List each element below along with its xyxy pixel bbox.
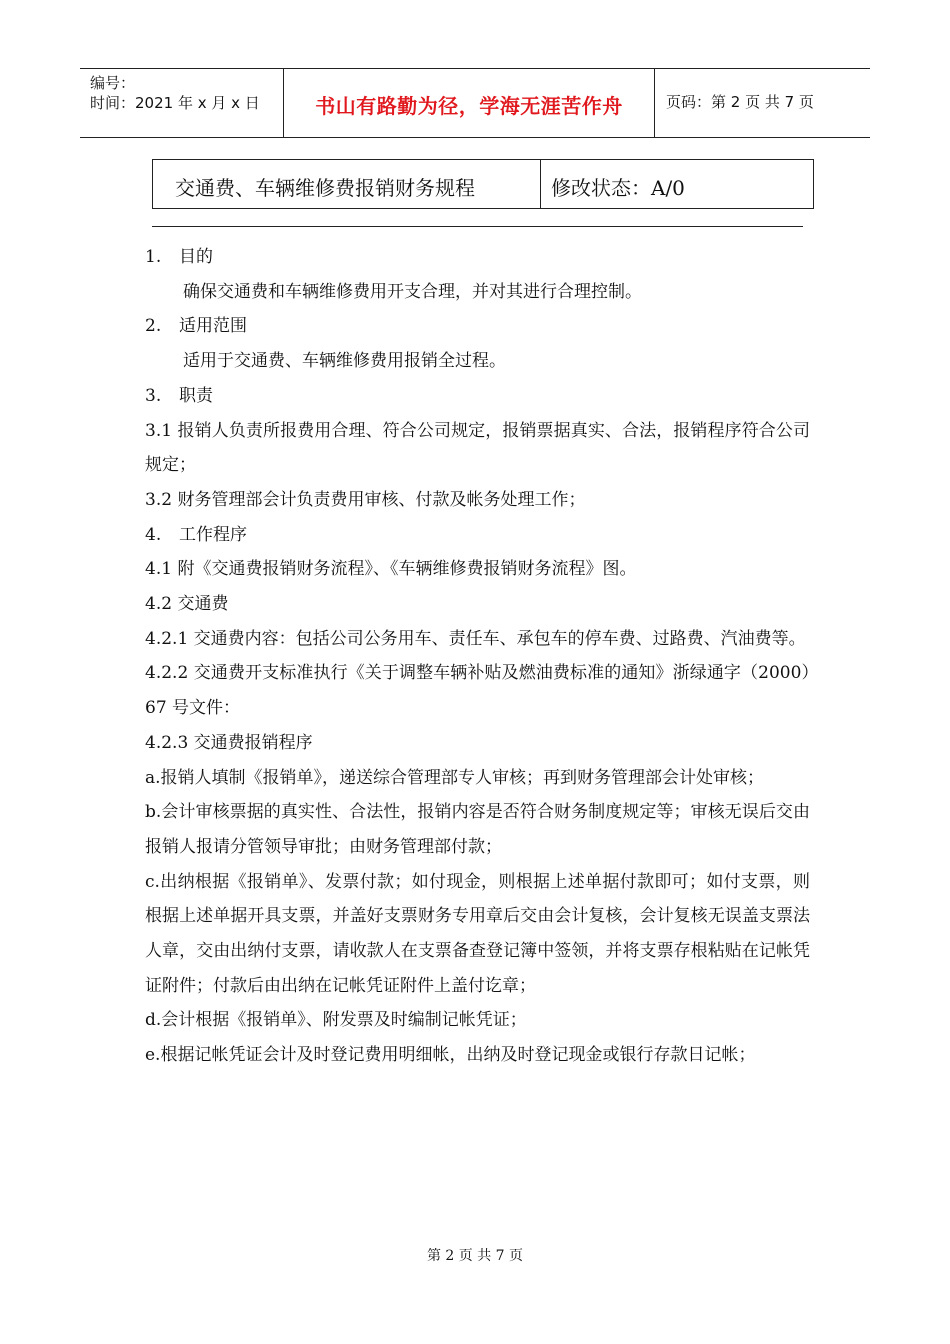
section-heading (145, 518, 810, 553)
document-title-box (152, 159, 814, 209)
title-divider (540, 160, 541, 208)
section-text: 适用于交通费、车辆维修费用报销全过程。 (183, 351, 506, 372)
clause-4-2-1: 4.2.1 交通费内容：包括公司公务用车、责任车、承包车的停车费、过路费、汽油费等。 (145, 628, 806, 649)
date-line: 时间：2021 年 x 月 x 日 (90, 94, 260, 112)
clause-4-2-2: 4.2.2 交通费开支标准执行《关于调整车辆补贴及燃油费标准的通知》浙绿通字（2000）67 号文件： (145, 663, 810, 719)
procedure-item-a: a.报销人填制《报销单》，递送综合管理部专人审核；再到财务管理部会计处审核； (145, 767, 765, 788)
section-number: 3. (145, 385, 162, 406)
clause-4-2-3: 4.2.3 交通费报销程序 (145, 732, 313, 753)
clause-3-1: 3.1 报销人负责所报费用合理、符合公司规定，报销票据真实、合法，报销程序符合公司规定； (145, 420, 810, 476)
section-title: 适用范围 (179, 316, 247, 337)
section-text: 确保交通费和车辆维修费用开支合理，并对其进行合理控制。 (183, 281, 642, 302)
header-page-info: 页码：第 2 页 共 7 页 (666, 93, 814, 111)
section-title: 职责 (179, 385, 213, 406)
title-rule (152, 226, 803, 227)
code-label: 编号： (90, 74, 136, 92)
page-footer: 第 2 页 共 7 页 (426, 1248, 524, 1264)
document-title: 交通费、车辆维修费报销财务规程 (175, 176, 475, 200)
header-motto: 书山有路勤为径，学海无涯苦作舟 (315, 94, 623, 118)
clause-3-2: 3.2 财务管理部会计负责费用审核、付款及帐务处理工作； (145, 489, 586, 510)
procedure-item-d: d.会计根据《报销单》、附发票及时编制记帐凭证； (145, 1010, 527, 1031)
section-number: 1. (145, 247, 162, 267)
revision-status: 修改状态：A/0 (551, 176, 685, 200)
procedure-item-c: c.出纳根据《报销单》、发票付款；如付现金，则根据上述单据付款即可；如付支票，则根据上述单据开具支票，并盖好支票财务专用章后交由会计复核，会计复核无误盖支票法人章，交由出纳付支票，请收款人在支票备查登记簿中签领，并将支票存根粘贴在记帐凭证附件；付款后由出纳在记帐凭证附件上盖付讫章； (145, 871, 810, 996)
clause-4-2: 4.2 交通费 (145, 594, 229, 615)
section-heading (145, 240, 810, 275)
document-body (145, 240, 810, 1073)
section-number: 2. (145, 316, 162, 337)
section-number: 4. (145, 524, 162, 545)
section-heading (145, 309, 810, 344)
section-title: 目的 (179, 247, 213, 267)
clause-4-1: 4.1 附《交通费报销财务流程》、《车辆维修费报销财务流程》图。 (145, 559, 637, 580)
page-header (80, 68, 870, 138)
procedure-item-b: b.会计审核票据的真实性、合法性，报销内容是否符合财务制度规定等；审核无误后交由报销人报请分管领导审批；由财务管理部付款； (145, 802, 810, 857)
section-title: 工作程序 (179, 524, 247, 545)
procedure-item-e: e.根据记帐凭证会计及时登记费用明细帐，出纳及时登记现金或银行存款日记帐； (145, 1045, 756, 1066)
section-heading (145, 379, 810, 414)
header-divider (654, 69, 655, 137)
header-meta (90, 73, 260, 113)
